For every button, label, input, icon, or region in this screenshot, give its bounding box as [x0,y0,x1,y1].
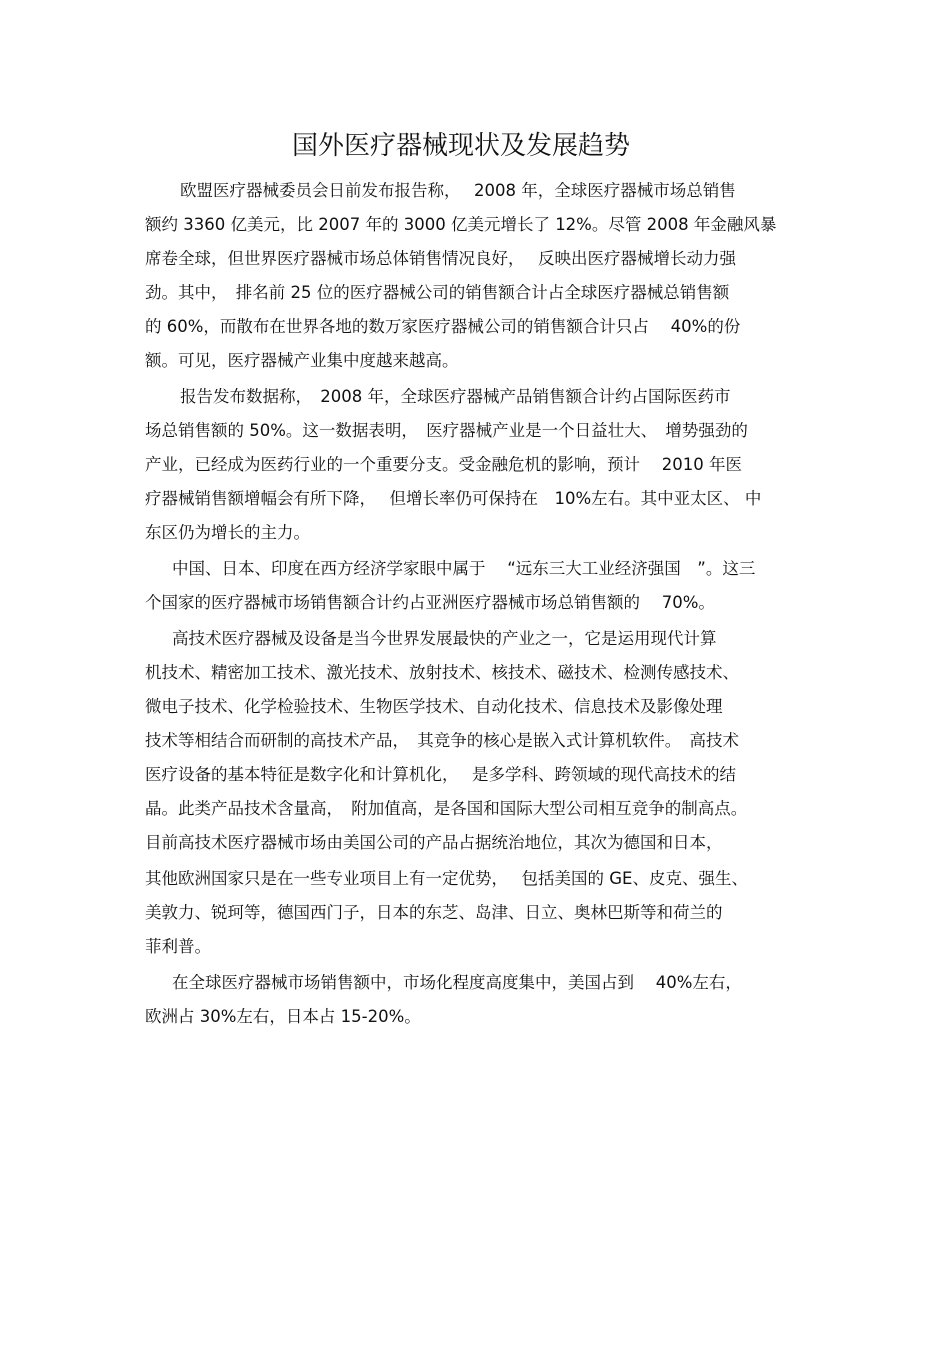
paragraph-4-line-9: 美敦力、锐珂等，德国西门子，日本的东芝、岛津、日立、奥林巴斯等和荷兰的 [145,903,723,922]
paragraph-4-line-6: 晶。此类产品技术含量高， 附加值高，是各国和国际大型公司相互竞争的制高点。 [145,799,748,818]
paragraph-2-line-1: 报告发布数据称， 2008 年，全球医疗器械产品销售额合计约占国际医药市 [180,387,731,406]
paragraph-1-line-6: 额。可见，医疗器械产业集中度越来越高。 [145,351,459,370]
paragraph-2-line-5: 东区仍为增长的主力。 [145,523,310,542]
paragraph-4-line-2: 机技术、精密加工技术、激光技术、放射技术、核技术、磁技术、检测传感技术、 [145,663,739,682]
paragraph-1-line-2: 额约 3360 亿美元，比 2007 年的 3000 亿美元增长了 12%。尽管 2008 年金融风暴 [145,215,777,234]
paragraph-5-line-1: 在全球医疗器械市场销售额中，市场化程度高度集中，美国占到 40%左右， [172,973,742,992]
paragraph-4-line-5: 医疗设备的基本特征是数字化和计算机化， 是多学科、跨领域的现代高技术的结 [145,765,736,784]
paragraph-4-line-8: 其他欧洲国家只是在一些专业项目上有一定优势， 包括美国的 GE、皮克、强生、 [145,869,748,888]
paragraph-2-line-3: 产业，已经成为医药行业的一个重要分支。受金融危机的影响，预计 2010 年医 [145,455,742,474]
paragraph-2-line-2: 场总销售额的 50%。这一数据表明， 医疗器械产业是一个日益壮大、 增势强劲的 [145,421,748,440]
paragraph-1-line-5: 的 60%，而散布在世界各地的数万家医疗器械公司的销售额合计只占 40%的份 [145,317,741,336]
paragraph-3-line-1: 中国、日本、印度在西方经济学家眼中属于 “远东三大工业经济强国 ”。这三 [172,559,756,578]
paragraph-4-line-3: 微电子技术、化学检验技术、生物医学技术、自动化技术、信息技术及影像处理 [145,697,723,716]
paragraph-1-line-3: 席卷全球，但世界医疗器械市场总体销售情况良好， 反映出医疗器械增长动力强 [145,249,736,268]
paragraph-1-line-4: 劲。其中， 排名前 25 位的医疗器械公司的销售额合计占全球医疗器械总销售额 [145,283,730,302]
paragraph-4-line-10: 菲利普。 [145,937,211,956]
document-title: 国外医疗器械现状及发展趋势 [291,131,630,161]
paragraph-3-line-2: 个国家的医疗器械市场销售额合计约占亚洲医疗器械市场总销售额的 70%。 [145,593,715,612]
paragraph-1-line-1: 欧盟医疗器械委员会日前发布报告称， 2008 年，全球医疗器械市场总销售 [180,181,736,200]
paragraph-2-line-4: 疗器械销售额增幅会有所下降， 但增长率仍可保持在 10%左右。其中亚太区、 中 [145,489,762,508]
paragraph-4-line-4: 技术等相结合而研制的高技术产品， 其竞争的核心是嵌入式计算机软件。 高技术 [145,731,739,750]
paragraph-5-line-2: 欧洲占 30%左右，日本占 15-20%。 [145,1007,421,1026]
paragraph-4-line-1: 高技术医疗器械及设备是当今世界发展最快的产业之一，它是运用现代计算 [172,629,717,648]
paragraph-4-line-7: 目前高技术医疗器械市场由美国公司的产品占据统治地位，其次为德国和日本， [145,833,723,852]
